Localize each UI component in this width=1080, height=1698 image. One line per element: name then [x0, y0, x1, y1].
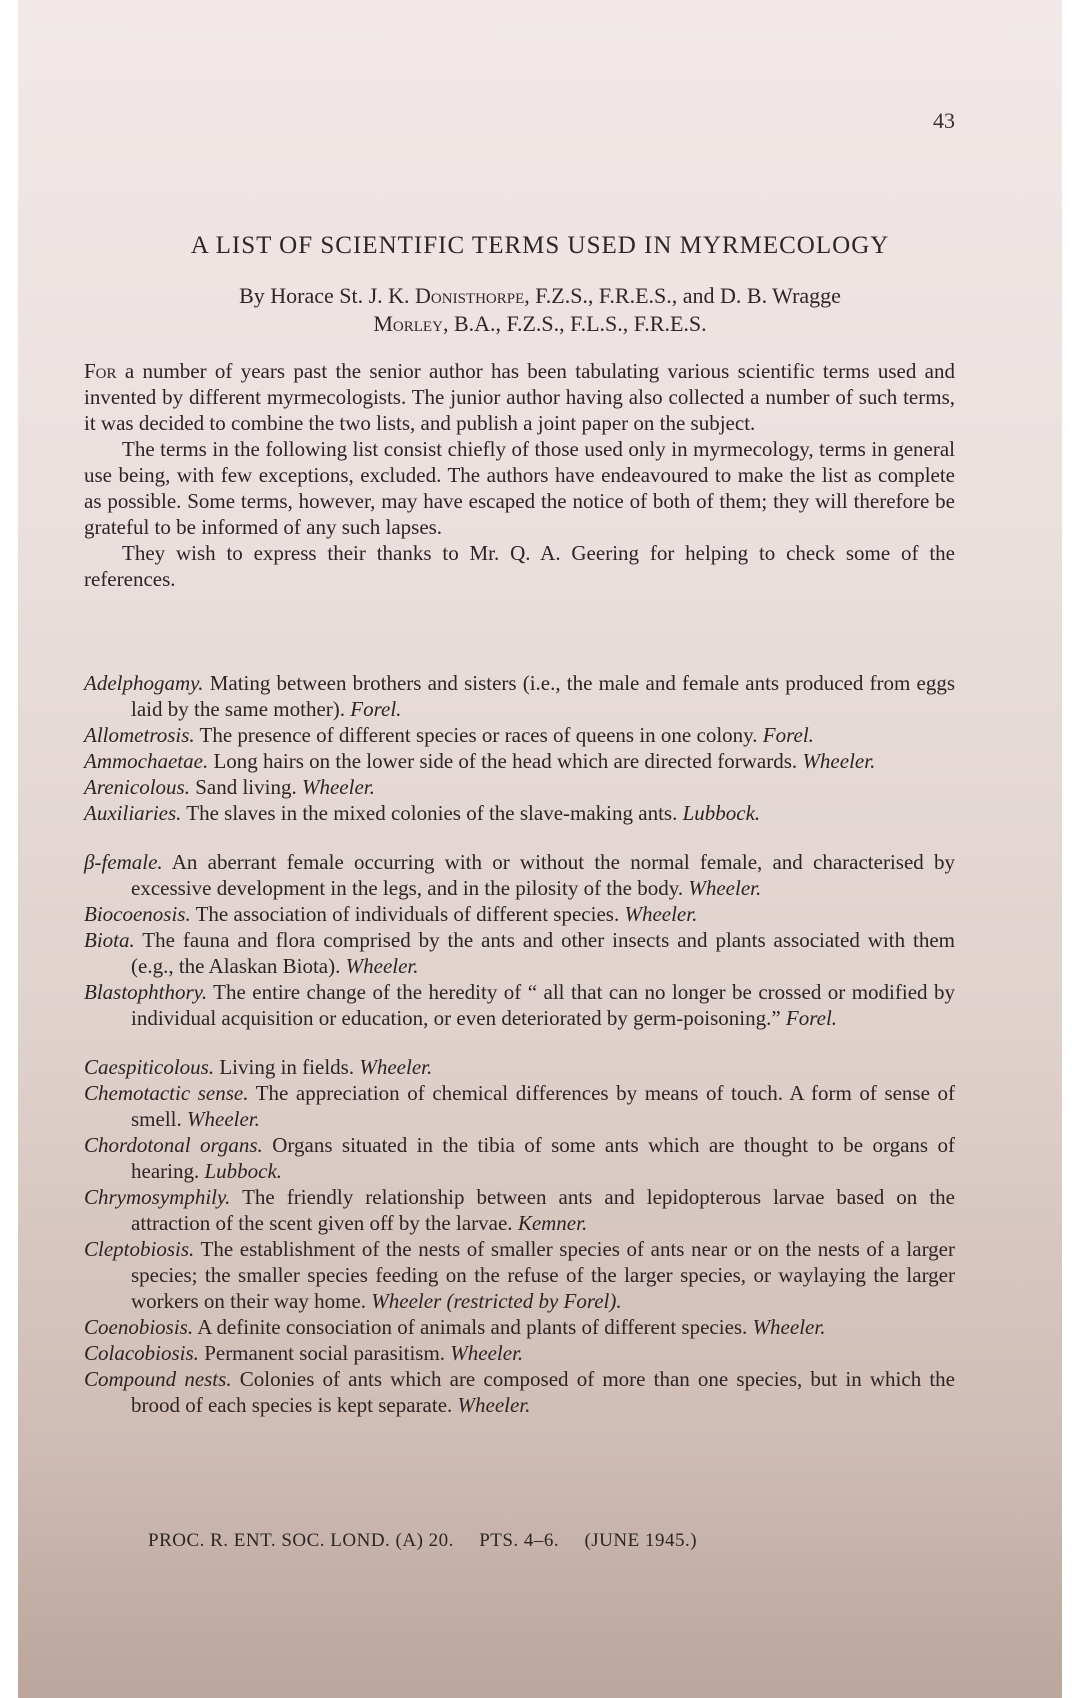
glossary-entry [84, 1184, 955, 1236]
entry-term: Cleptobiosis. [84, 1237, 195, 1261]
group-gap [84, 826, 955, 849]
entry-term: Adelphogamy. [84, 671, 204, 695]
journal-footer [148, 1530, 717, 1552]
glossary-entry [84, 1366, 955, 1418]
intro-lead: For [84, 359, 117, 383]
entry-authority: Wheeler. [457, 1393, 531, 1417]
group-gap [84, 1031, 955, 1054]
entry-authority: Forel. [762, 723, 814, 747]
page [18, 0, 1062, 1698]
entry-term: Biocoenosis. [84, 902, 191, 926]
entry-definition: The association of individuals of different species. [195, 902, 620, 926]
entry-authority: Wheeler. [450, 1341, 524, 1365]
entry-authority: Wheeler. [688, 876, 762, 900]
entry-definition: An aberrant female occurring with or without the normal female, and characterised by excessive development in the legs, and in the pilosity of the body. [131, 850, 955, 900]
entry-term: Caespiticolous. [84, 1055, 215, 1079]
entry-authority: Wheeler. [624, 902, 698, 926]
glossary-entry [84, 774, 955, 800]
glossary-entry [84, 1132, 955, 1184]
entry-definition: Permanent social parasitism. [204, 1341, 446, 1365]
entry-definition: Mating between brothers and sisters (i.e., the male and female ants produced from eggs laid by the same mother). [131, 671, 955, 721]
glossary-entry [84, 1054, 955, 1080]
entry-authority: Forel. [785, 1006, 838, 1030]
entry-term: Ammochaetae. [84, 749, 209, 773]
entry-term: Allometrosis. [84, 723, 195, 747]
entry-term: Chordotonal organs. [84, 1133, 263, 1157]
entry-definition: A definite consociation of animals and plants of different species. [197, 1315, 748, 1339]
entry-definition: The slaves in the mixed colonies of the slave-making ants. [186, 801, 678, 825]
entry-term: Biota. [84, 928, 135, 952]
entry-authority: Wheeler. [301, 775, 375, 799]
byline-prefix: By Horace St. J. K. [239, 283, 410, 308]
entry-definition: The appreciation of chemical differences by means of touch. A form of sense of smell. [131, 1081, 956, 1131]
entry-term: Blastophthory. [84, 980, 208, 1004]
footer-date: (JUNE 1945.) [584, 1530, 698, 1551]
entry-definition: Sand living. [195, 775, 297, 799]
entry-definition: Colonies of ants which are composed of more than one species, but in which the brood of each species is kept separate. [131, 1367, 956, 1417]
entry-authority: Forel. [350, 697, 402, 721]
entry-term: Chrymosymphily. [84, 1185, 231, 1209]
entry-definition: The establishment of the nests of smaller species of ants near or on the nests of a larger species; the smaller species feeding on the refuse of the larger species, or waylaying the larger workers on their way home. [131, 1237, 955, 1313]
glossary-entry [84, 1340, 955, 1366]
footer-journal: PROC. R. ENT. SOC. LOND. (A) 20. [148, 1530, 454, 1551]
entry-authority: Lubbock. [204, 1159, 283, 1183]
entry-definition: The presence of different species or races of queens in one colony. [199, 723, 758, 747]
intro-paragraph: For a number of years past the senior author has been tabulating various scientific terms used and invented by different myrmecologists. The junior author having also collected a number of such terms, it was decided to combine the two lists, and publish a joint paper on the subject. [84, 359, 955, 435]
glossary-entry [84, 722, 955, 748]
entry-definition: The fauna and flora comprised by the ants and other insects and plants associated with them (e.g., the Alaskan Biota). [131, 928, 955, 978]
entry-authority: Wheeler. [802, 749, 876, 773]
glossary-entry [84, 1080, 955, 1132]
author1-quals: , F.Z.S., F.R.E.S., and D. B. Wragge [524, 283, 841, 308]
entry-term: Arenicolous. [84, 775, 190, 799]
page-number: 43 [933, 108, 955, 133]
glossary-entry [84, 1314, 955, 1340]
entry-authority: Kemner. [517, 1211, 588, 1235]
intro-paragraph: They wish to express their thanks to Mr. Q. A. Geering for helping to check some of the references. [84, 541, 955, 591]
entry-definition: The friendly relationship between ants and lepidopterous larvae based on the attraction of the scent given off by the larvae. [131, 1185, 955, 1235]
article-title: A LIST OF SCIENTIFIC TERMS USED IN MYRMECOLOGY [190, 232, 890, 259]
entry-authority: Wheeler. [359, 1055, 433, 1079]
entry-definition: The entire change of the heredity of “ all that can no longer be crossed or modified by individual acquisition or education, or even deteriorated by germ-poisoning.” [131, 980, 955, 1030]
entry-authority: Wheeler. [345, 954, 419, 978]
entry-term: Coenobiosis. [84, 1315, 194, 1339]
entry-authority: Wheeler. [752, 1315, 826, 1339]
entry-definition: Living in fields. [219, 1055, 355, 1079]
author2-name: Morley [373, 311, 443, 336]
entry-authority: Wheeler (restricted by Forel). [371, 1289, 622, 1313]
byline [98, 282, 982, 338]
entry-authority: Lubbock. [682, 801, 761, 825]
glossary-entry [84, 927, 955, 979]
glossary-entry [84, 849, 955, 901]
glossary-entry [84, 1236, 955, 1314]
entry-authority: Wheeler. [187, 1107, 260, 1131]
entry-term: Compound nests. [84, 1367, 232, 1391]
author2-quals: , B.A., F.Z.S., F.L.S., F.R.E.S. [442, 311, 707, 336]
footer-parts: PTS. 4–6. [479, 1530, 560, 1551]
glossary-entry [84, 670, 955, 722]
glossary-entry [84, 901, 955, 927]
author1-name: Donisthorpe [415, 283, 525, 308]
glossary-entry [84, 800, 955, 826]
entry-term: Colacobiosis. [84, 1341, 199, 1365]
entry-term: Auxiliaries. [84, 801, 182, 825]
entry-term: β-female. [84, 850, 163, 874]
introduction [84, 358, 955, 592]
intro-paragraph: The terms in the following list consist chiefly of those used only in myrmecology, terms in general use being, with few exceptions, excluded. The authors have endeavoured to make the list as complete as possible. Some terms, however, may have escaped the notice of both of them; they will therefore be grateful to be informed of any such lapses. [84, 437, 955, 539]
entry-term: Chemotactic sense. [84, 1081, 249, 1105]
glossary-entry [84, 979, 955, 1031]
entry-definition: Organs situated in the tibia of some ants which are thought to be organs of hearing. [131, 1133, 956, 1183]
glossary-entry [84, 748, 955, 774]
entry-definition: Long hairs on the lower side of the head which are directed forwards. [213, 749, 798, 773]
glossary-list [84, 670, 955, 1418]
